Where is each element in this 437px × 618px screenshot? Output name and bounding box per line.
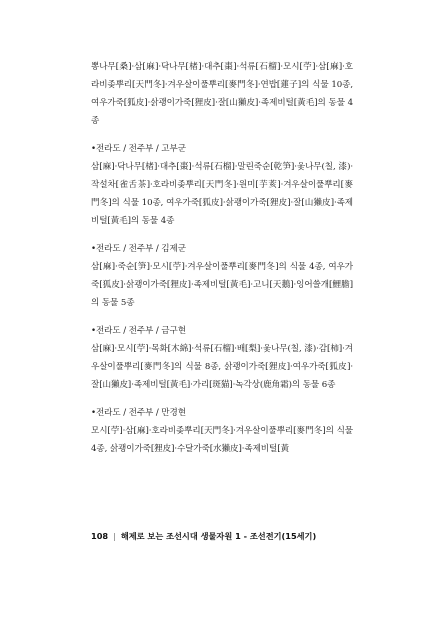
section-geumgu [91, 322, 353, 394]
section-body: 삼[麻]·죽순[笋]·모시[苧]·겨우살이풀뿌리[麥門冬]의 식물 4종, 여우가죽[狐皮]·삵괭이가죽[狸皮]·족제비털[黃毛]·고니[天鵝]·잉어쓸개[鯉膽]의 동물 5종 [91, 262, 353, 308]
page-number: 108 [91, 531, 109, 541]
section-mangyeong [91, 404, 353, 458]
footer-separator: | [113, 531, 116, 541]
section-body: 삼[麻]·모시[苧]·목화[木綿]·석류[石榴]·배[梨]·옻나무(칠, 漆)·감[柿]·겨우살이풀뿌리[麥門冬]의 식물 8종, 삵괭이가죽[狸皮]·여우가죽[狐皮]·잘[山獺皮]·족제비털[黃毛]·가리[斑猫]·녹각상(鹿角霜)의 동물 6종 [91, 344, 353, 390]
book-title: 해제로 보는 조선시대 생물자원 1 - 조선전기(15세기) [120, 531, 317, 541]
section-heading: •전라도 / 전주부 / 김제군 [91, 244, 186, 254]
section-heading: •전라도 / 전주부 / 만경현 [91, 408, 186, 418]
page-footer [91, 531, 391, 542]
section-body: 삼[麻]·닥나무[楮]·대추[棗]·석류[石榴]·말린죽순[乾笋]·옻나무(칠, 漆)·작설차[雀舌茶]·호라비좆뿌리[天門冬]·원미[芋荄]·겨우살이풀뿌리[麥門冬]의 식물 10종, 여우가죽[狐皮]·삵괭이가죽[狸皮]·잘[山獺皮]·족제비털[黃毛]의 동물 4종 [91, 162, 353, 226]
intro-paragraph: 뽕나무[桑]·삼[麻]·닥나무[楮]·대추[棗]·석류[石榴]·모시[苧]·삼[麻]·호라비좆뿌리[天門冬]·겨우살이풀뿌리[麥門冬]·연밥[蓮子]의 식물 10종, 여우가죽[狐皮]·삵괭이가죽[狸皮]·잘[山獺皮]·족제비털[黃毛]의 동물 4종 [91, 62, 353, 126]
section-body: 모시[苧]·삼[麻]·호라비좆뿌리[天門冬]·겨우살이풀뿌리[麥門冬]의 식물 4종, 삵괭이가죽[狸皮]·수달가죽[水獺皮]·족제비털[黃 [91, 426, 353, 454]
section-heading: •전라도 / 전주부 / 고부군 [91, 144, 186, 154]
page-content [91, 58, 353, 458]
section-gobu [91, 140, 353, 230]
section-heading: •전라도 / 전주부 / 금구현 [91, 326, 186, 336]
section-gimje [91, 240, 353, 312]
